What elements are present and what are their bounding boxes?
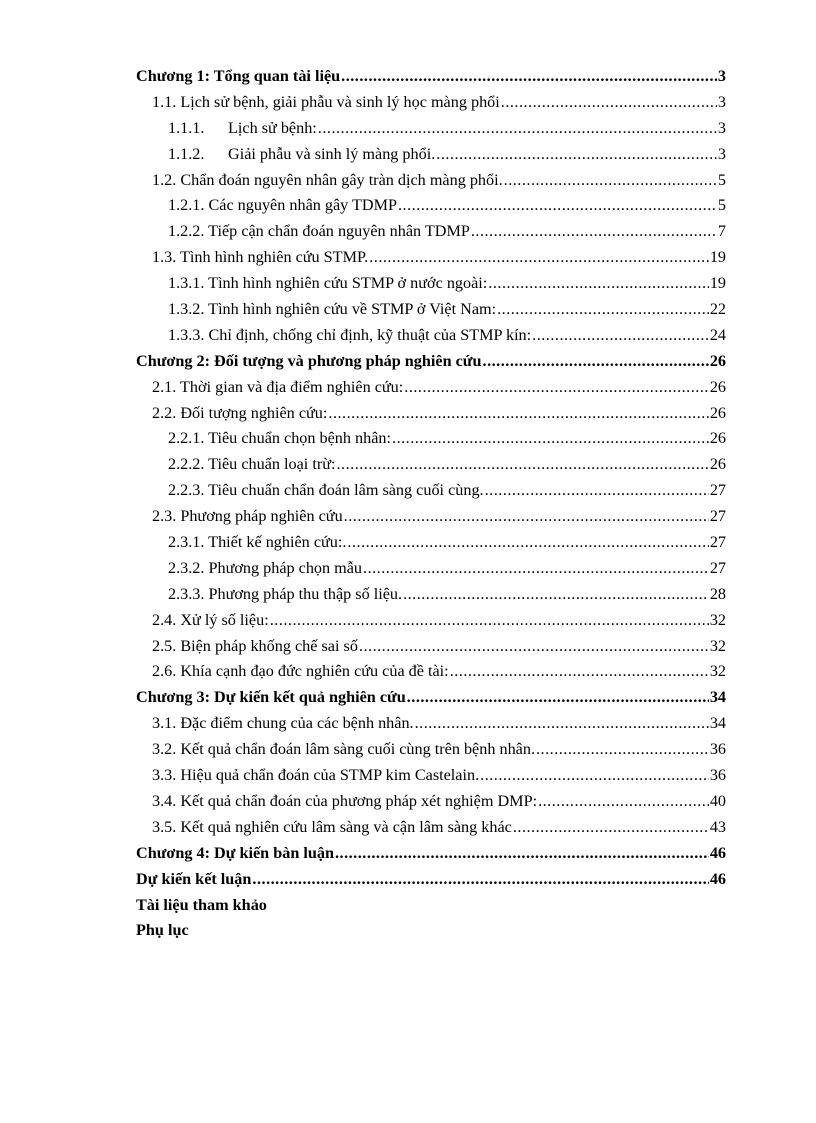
toc-entry-label [168, 426, 391, 452]
toc-entry-title: Chương 3: Dự kiến kết quả nghiên cứu [136, 688, 406, 707]
toc-entry-label [152, 375, 403, 401]
toc-dot-leader [504, 168, 717, 194]
toc-entry-label [152, 634, 358, 660]
toc-entry-label [152, 711, 414, 737]
toc-page-number: 26 [709, 403, 726, 422]
toc-entry[interactable] [136, 893, 726, 919]
toc-dot-leader [359, 634, 709, 660]
toc-entry-label [152, 763, 479, 789]
toc-entry-label [168, 530, 346, 556]
toc-entry-title: 1.3. Tình hình nghiên cứu STMP. [152, 248, 369, 267]
toc-entry[interactable] [136, 64, 726, 90]
toc-page-number: 3 [717, 67, 726, 85]
toc-dot-leader [369, 245, 709, 271]
toc-entry-number: 1.1.1. [168, 118, 205, 137]
toc-dot-leader [337, 452, 709, 478]
toc-entry[interactable] [136, 297, 726, 323]
toc-page-number: 19 [709, 274, 726, 293]
toc-page-number: 26 [709, 455, 726, 474]
toc-dot-leader [318, 116, 717, 142]
toc-entry[interactable] [136, 452, 726, 478]
toc-entry-title: Chương 4: Dự kiến bàn luận [136, 843, 334, 862]
table-of-contents [136, 64, 726, 944]
toc-dot-leader [497, 297, 709, 323]
toc-entry-title: Dự kiến kết luận [136, 869, 252, 888]
toc-entry[interactable] [136, 426, 726, 452]
toc-dot-leader [485, 478, 709, 504]
toc-dot-leader [532, 323, 709, 349]
toc-entry[interactable] [136, 530, 726, 556]
toc-entry-title: 2.3. Phương pháp nghiên cứu [152, 507, 343, 526]
toc-entry[interactable] [136, 504, 726, 530]
toc-dot-leader [480, 763, 709, 789]
toc-entry-title: 2.3.1. Thiết kế nghiên cứu:. [168, 533, 347, 552]
toc-entry[interactable] [136, 478, 726, 504]
toc-entry[interactable] [136, 323, 726, 349]
toc-entry[interactable] [136, 375, 726, 401]
toc-page-number: 3 [717, 118, 726, 137]
toc-page-number: 34 [709, 714, 726, 733]
toc-page-number: 26 [709, 429, 726, 448]
toc-dot-leader [328, 401, 708, 427]
toc-entry[interactable] [136, 142, 726, 168]
toc-page-number: 27 [709, 481, 726, 500]
toc-entry-title: 1.3.1. Tình hình nghiên cứu STMP ở nước ngoài: [168, 274, 488, 293]
toc-dot-leader [335, 841, 709, 867]
toc-entry-title: 2.2.2. Tiêu chuẩn loại trừ: [168, 455, 336, 474]
toc-entry-label [152, 659, 449, 685]
toc-entry[interactable] [136, 245, 726, 271]
toc-page-number: 46 [709, 869, 726, 888]
toc-entry-title: 2.1. Thời gian và địa điểm nghiên cứu: [152, 377, 404, 396]
toc-entry-label [152, 737, 535, 763]
toc-entry-label [168, 452, 336, 478]
toc-entry-title: 2.2.1. Tiêu chuẩn chọn bệnh nhân: [168, 429, 392, 448]
toc-entry-label [136, 841, 334, 867]
toc-page-number: 27 [709, 533, 726, 552]
toc-entry[interactable] [136, 556, 726, 582]
toc-entry[interactable] [136, 685, 726, 711]
toc-page-number: 36 [709, 766, 726, 785]
toc-entry[interactable] [136, 168, 726, 194]
toc-dot-leader [392, 426, 709, 452]
toc-entry-label [168, 297, 496, 323]
toc-entry-title: 2.5. Biện pháp khống chế sai số [152, 636, 358, 655]
toc-dot-leader [344, 504, 709, 530]
toc-dot-leader [415, 711, 709, 737]
toc-dot-leader [404, 375, 709, 401]
toc-entry-title: 1.3.2. Tình hình nghiên cứu về STMP ở Việt Nam: [168, 300, 497, 319]
toc-page-number: 26 [709, 377, 726, 396]
toc-entry-title: Giải phẫu và sinh lý màng phổi. [228, 144, 436, 163]
toc-entry[interactable] [136, 271, 726, 297]
toc-entry[interactable] [136, 789, 726, 815]
toc-dot-leader [398, 193, 717, 219]
toc-entry-title: 3.2. Kết quả chẩn đoán lâm sàng cuối cùng trên bệnh nhân. [152, 740, 535, 759]
toc-entry-title: 1.3.3. Chỉ định, chống chỉ định, kỹ thuật của STMP kín: [168, 325, 532, 344]
toc-entry-label [152, 608, 269, 634]
toc-entry-number: 1.1.2. [168, 144, 205, 163]
toc-entry-title: 3.5. Kết quả nghiên cứu lâm sàng và cận lâm sàng khác [152, 817, 512, 836]
toc-entry-label [168, 556, 362, 582]
toc-entry-title: 2.3.2. Phương pháp chọn mẫu [168, 558, 363, 577]
toc-entry-title: 2.2. Đối tượng nghiên cứu: [152, 403, 328, 422]
toc-page-number: 40 [709, 791, 726, 810]
toc-dot-leader [483, 349, 709, 375]
toc-entry-label [168, 271, 487, 297]
toc-entry-label [136, 349, 482, 375]
toc-entry-title: 1.1. Lịch sử bệnh, giải phẫu và sinh lý học màng phổi [152, 92, 500, 111]
toc-dot-leader [536, 737, 709, 763]
toc-page-number: 32 [709, 636, 726, 655]
toc-entry-title: Chương 1: Tổng quan tài liệu [136, 67, 341, 85]
toc-page-number: 3 [717, 144, 726, 163]
toc-entry-title: Chương 2: Đối tượng và phương pháp nghiên cứu [136, 351, 482, 370]
toc-dot-leader [471, 219, 717, 245]
toc-entry-title: 2.3.3. Phương pháp thu thập số liệu. [168, 584, 403, 603]
toc-entry-label [168, 582, 402, 608]
toc-entry-label [168, 219, 470, 245]
toc-entry-title: 3.1. Đặc điểm chung của các bệnh nhân. [152, 714, 414, 733]
toc-entry-label [152, 401, 327, 427]
toc-entry[interactable] [136, 608, 726, 634]
toc-entry-label [168, 142, 435, 168]
toc-dot-leader [403, 582, 709, 608]
toc-entry-title: 1.2.1. Các nguyên nhân gây TDMP [168, 196, 397, 215]
toc-entry-title: 3.3. Hiệu quả chẩn đoán của STMP kim Castelain. [152, 766, 480, 785]
toc-dot-leader [363, 556, 709, 582]
toc-dot-leader [513, 815, 709, 841]
toc-entry[interactable] [136, 90, 726, 116]
toc-dot-leader [252, 867, 708, 893]
toc-entry[interactable] [136, 634, 726, 660]
toc-entry-label [152, 90, 500, 116]
toc-dot-leader [436, 142, 717, 168]
toc-entry[interactable] [136, 841, 726, 867]
toc-page-number: 27 [709, 558, 726, 577]
toc-entry[interactable] [136, 219, 726, 245]
toc-page-number: 26 [709, 351, 726, 370]
toc-dot-leader [347, 530, 708, 556]
toc-entry[interactable] [136, 763, 726, 789]
toc-dot-leader [538, 789, 709, 815]
toc-entry-title: Tài liệu tham khảo [136, 895, 267, 914]
toc-entry-label [136, 685, 406, 711]
toc-page-number: 5 [717, 170, 726, 189]
toc-entry-label [152, 815, 512, 841]
toc-entry-title: 3.4. Kết quả chẩn đoán của phương pháp xét nghiệm DMP: [152, 791, 538, 810]
toc-page-number: 24 [709, 325, 726, 344]
toc-entry[interactable] [136, 737, 726, 763]
toc-page-number: 3 [717, 92, 726, 111]
toc-entry-label [168, 478, 484, 504]
toc-dot-leader [450, 659, 709, 685]
toc-entry-label [152, 168, 503, 194]
toc-entry-label [136, 64, 340, 90]
toc-dot-leader [341, 64, 717, 90]
toc-page-number: 32 [709, 610, 726, 629]
toc-dot-leader [488, 271, 709, 297]
toc-entry-label [152, 245, 368, 271]
toc-entry-label [168, 116, 317, 142]
toc-entry-label [168, 193, 397, 219]
toc-dot-leader [407, 685, 709, 711]
toc-entry[interactable] [136, 582, 726, 608]
toc-entry-title: 2.4. Xử lý số liệu: [152, 610, 269, 629]
toc-page-number: 36 [709, 740, 726, 759]
toc-entry-label [152, 504, 343, 530]
toc-entry-label [136, 893, 267, 919]
toc-entry-title: 1.2. Chẩn đoán nguyên nhân gây tràn dịch màng phổi. [152, 170, 503, 189]
toc-entry[interactable] [136, 401, 726, 427]
toc-page-number: 43 [709, 817, 726, 836]
toc-dot-leader [501, 90, 717, 116]
toc-entry-label [152, 789, 537, 815]
toc-entry[interactable] [136, 116, 726, 142]
toc-entry[interactable] [136, 867, 726, 893]
toc-entry-title: Phụ lục [136, 921, 189, 940]
toc-entry-title: 2.6. Khía cạnh đạo đức nghiên cứu của đề tài: [152, 662, 449, 681]
toc-page-number: 19 [709, 248, 726, 267]
toc-entry-label [168, 323, 531, 349]
toc-page-number: 27 [709, 507, 726, 526]
toc-entry[interactable] [136, 659, 726, 685]
toc-dot-leader [270, 608, 709, 634]
toc-page-number: 22 [709, 300, 726, 319]
toc-page-number: 46 [709, 843, 726, 862]
toc-entry[interactable] [136, 918, 726, 944]
toc-entry-title: Lịch sử bệnh: [228, 118, 317, 137]
toc-entry[interactable] [136, 711, 726, 737]
toc-entry-title: 1.2.2. Tiếp cận chẩn đoán nguyên nhân TDMP [168, 222, 470, 241]
toc-page-number: 5 [717, 196, 726, 215]
toc-entry-title: 2.2.3. Tiêu chuẩn chẩn đoán lâm sàng cuối cùng. [168, 481, 484, 500]
toc-page-number: 28 [709, 584, 726, 603]
toc-page-number: 34 [709, 688, 726, 707]
toc-entry-label [136, 867, 251, 893]
toc-page-number: 7 [717, 222, 726, 241]
toc-page-number: 32 [709, 662, 726, 681]
toc-entry[interactable] [136, 815, 726, 841]
toc-entry-label [136, 918, 189, 944]
toc-entry[interactable] [136, 349, 726, 375]
toc-entry[interactable] [136, 193, 726, 219]
